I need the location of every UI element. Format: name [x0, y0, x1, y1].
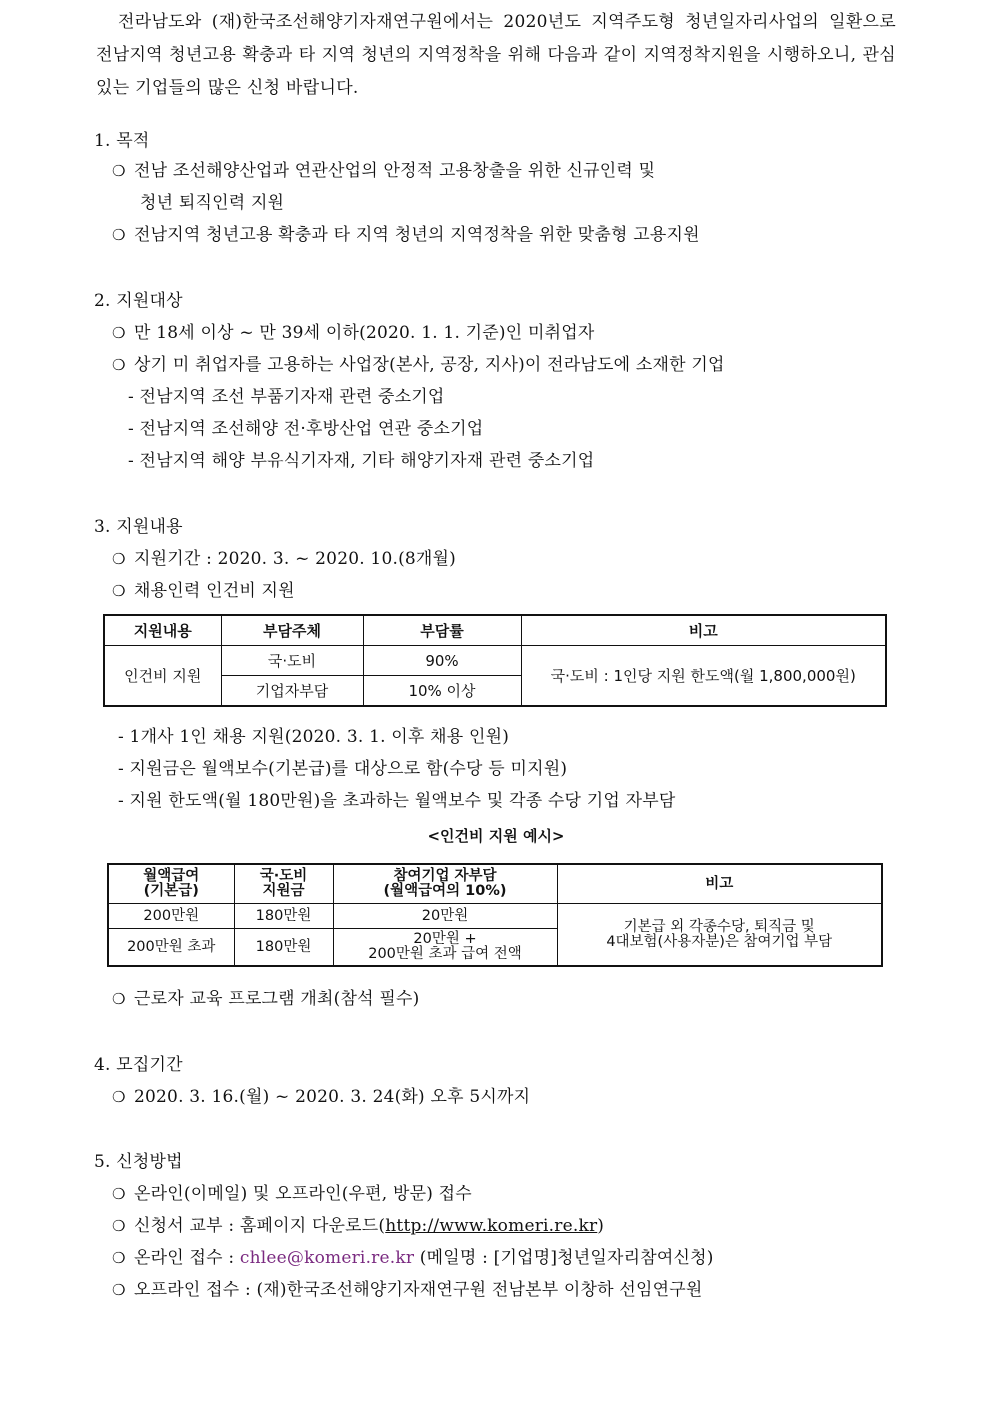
table-cell: 10% 이상 — [363, 676, 521, 707]
section-4-bullet-1: ❍ 2020. 3. 16.(월) ~ 2020. 3. 24(화) 오후 5시까지 — [112, 1087, 531, 1107]
homepage-link[interactable]: http://www.komeri.re.kr — [385, 1216, 598, 1236]
section-1-title: 1. 목적 — [94, 131, 150, 151]
bullet-circle-icon: ❍ — [112, 990, 126, 1008]
section-3-bullet-1: ❍ 지원기간 : 2020. 3. ~ 2020. 10.(8개월) — [112, 549, 456, 569]
section-5-bullet-3: ❍ 온라인 접수 : chlee@komeri.re.kr (메일명 : [기업명]청년일자리참여신청) — [112, 1248, 714, 1268]
table-cell: 기업자부담 — [221, 676, 363, 707]
section-2-bullet-1: ❍ 만 18세 이상 ~ 만 39세 이하(2020. 1. 1. 기준)인 미취업자 — [112, 323, 595, 343]
table-row — [104, 646, 886, 676]
section-1-bullet-1-cont: 청년 퇴직인력 지원 — [140, 193, 285, 213]
table-header-cell: 월액급여 (기본급) — [108, 864, 234, 904]
bullet-circle-icon: ❍ — [112, 324, 126, 342]
support-table — [103, 614, 887, 707]
table-cell: 국·도비 : 1인당 지원 한도액(월 1,800,000원) — [521, 646, 886, 707]
table-cell: 200만원 초과 — [108, 929, 234, 967]
section-2-dash-1: - 전남지역 조선 부품기자재 관련 중소기업 — [128, 387, 445, 407]
table-header-cell: 비고 — [557, 864, 882, 904]
intro-paragraph: 전라남도와 (재)한국조선해양기자재연구원에서는 2020년도 지역주도형 청년일자리사업의 일환으로 전남지역 청년고용 확충과 타 지역 청년의 지역정착을 위해 다음과 같이 지역정착지원을 시행하오니, 관심 있는 기업들의 많은 신청 바랍니다. — [96, 12, 896, 98]
section-3-bullet-3: ❍ 근로자 교육 프로그램 개최(참석 필수) — [112, 989, 420, 1009]
bullet-circle-icon: ❍ — [112, 1185, 126, 1203]
bullet-circle-icon: ❍ — [112, 162, 126, 180]
table-cell: 180만원 — [234, 904, 333, 929]
table-cell: 180만원 — [234, 929, 333, 967]
bullet-circle-icon: ❍ — [112, 1217, 126, 1235]
table-header-row — [108, 864, 882, 904]
bullet-circle-icon: ❍ — [112, 1249, 126, 1267]
section-1-bullet-1: ❍ 전남 조선해양산업과 연관산업의 안정적 고용창출을 위한 신규인력 및 — [112, 161, 656, 181]
section-2-bullet-2: ❍ 상기 미 취업자를 고용하는 사업장(본사, 공장, 지사)이 전라남도에 소재한 기업 — [112, 355, 725, 375]
section-5-title: 5. 신청방법 — [94, 1152, 183, 1172]
bullet-circle-icon: ❍ — [112, 582, 126, 600]
table-header-cell: 국·도비 지원금 — [234, 864, 333, 904]
table-header-cell: 참여기업 자부담 (월액급여의 10%) — [333, 864, 557, 904]
table-cell: 기본급 외 각종수당, 퇴직금 및 4대보험(사용자분)은 참여기업 부담 — [557, 904, 882, 967]
section-3-dash-2: - 지원금은 월액보수(기본급)를 대상으로 함(수당 등 미지원) — [118, 759, 568, 779]
bullet-circle-icon: ❍ — [112, 1088, 126, 1106]
table-header-cell: 지원내용 — [104, 615, 221, 646]
email-link[interactable]: chlee@komeri.re.kr — [239, 1248, 415, 1268]
table-header-cell: 비고 — [521, 615, 886, 646]
bullet-circle-icon: ❍ — [112, 550, 126, 568]
table-cell: 인건비 지원 — [104, 646, 221, 707]
bullet-circle-icon: ❍ — [112, 1281, 126, 1299]
table-cell: 20만원 — [333, 904, 557, 929]
section-2-dash-3: - 전남지역 해양 부유식기자재, 기타 해양기자재 관련 중소기업 — [128, 451, 595, 471]
section-5-bullet-2: ❍ 신청서 교부 : 홈페이지 다운로드(http://www.komeri.re.kr) — [112, 1216, 605, 1236]
table-cell: 20만원 + 200만원 초과 급여 전액 — [333, 929, 557, 967]
bullet-circle-icon: ❍ — [112, 226, 126, 244]
table-header-row — [104, 615, 886, 646]
table-header-cell: 부담률 — [363, 615, 521, 646]
section-3-dash-1: - 1개사 1인 채용 지원(2020. 3. 1. 이후 채용 인원) — [118, 727, 510, 747]
section-2-title: 2. 지원대상 — [94, 291, 183, 311]
section-2-dash-2: - 전남지역 조선해양 전·후방산업 연관 중소기업 — [128, 419, 484, 439]
section-1-bullet-2: ❍ 전남지역 청년고용 확충과 타 지역 청년의 지역정착을 위한 맞춤형 고용지원 — [112, 225, 700, 245]
bullet-circle-icon: ❍ — [112, 356, 126, 374]
table-row — [108, 904, 882, 929]
table-cell: 200만원 — [108, 904, 234, 929]
table-cell: 90% — [363, 646, 521, 676]
table-cell: 국·도비 — [221, 646, 363, 676]
example-table — [107, 863, 883, 967]
example-table-caption: <인건비 지원 예시> — [427, 827, 565, 845]
table-header-cell: 부담주체 — [221, 615, 363, 646]
section-5-bullet-1: ❍ 온라인(이메일) 및 오프라인(우편, 방문) 접수 — [112, 1184, 472, 1204]
section-3-title: 3. 지원내용 — [94, 517, 183, 537]
section-3-dash-3: - 지원 한도액(월 180만원)을 초과하는 월액보수 및 각종 수당 기업 자부담 — [118, 791, 676, 811]
section-5-bullet-4: ❍ 오프라인 접수 : (재)한국조선해양기자재연구원 전남본부 이창하 선임연구원 — [112, 1280, 703, 1300]
section-4-title: 4. 모집기간 — [94, 1055, 183, 1075]
section-3-bullet-2: ❍ 채용인력 인건비 지원 — [112, 581, 295, 601]
